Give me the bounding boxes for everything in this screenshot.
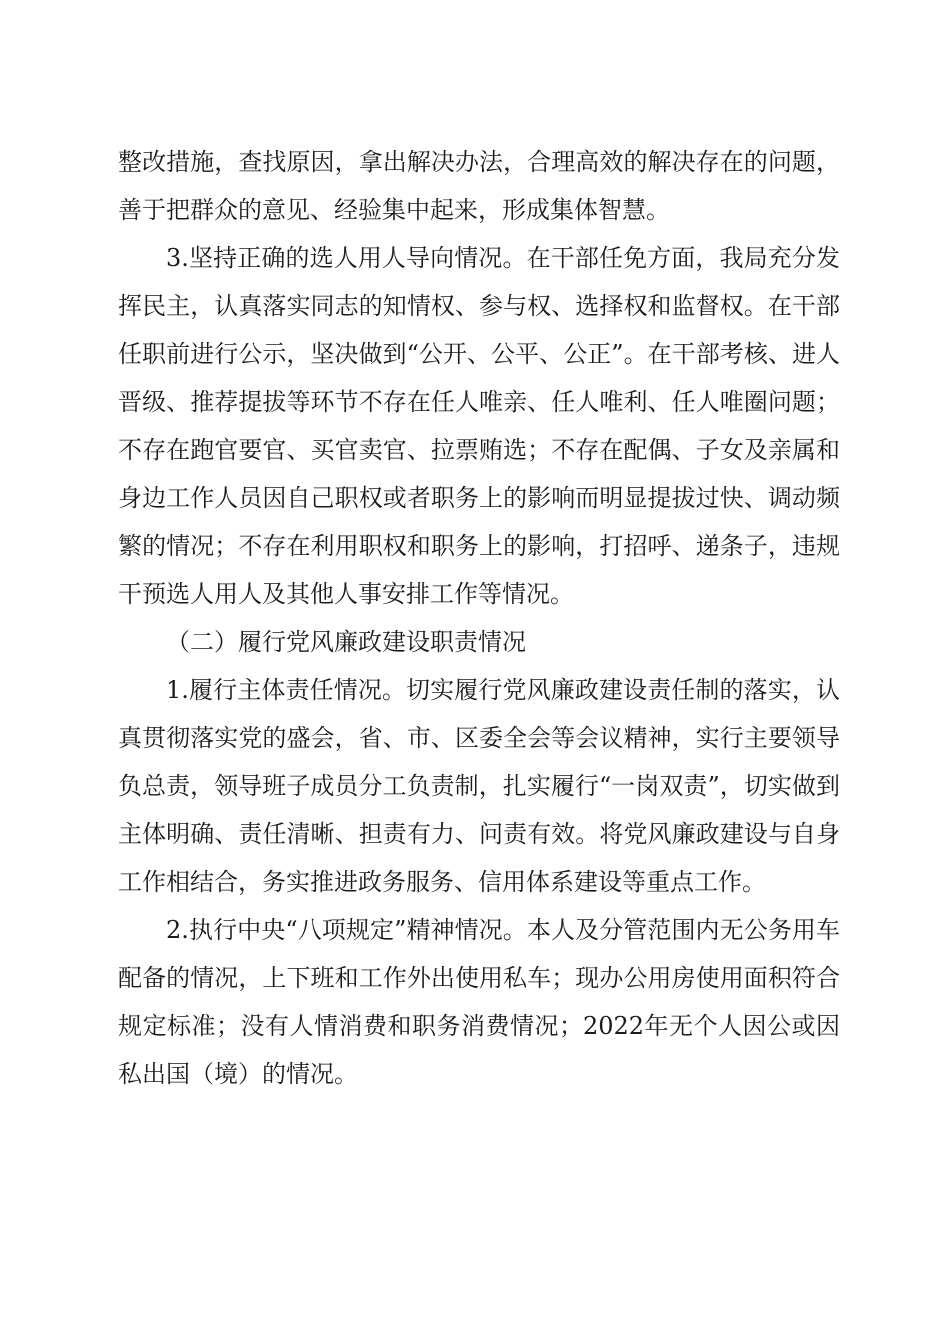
section-heading: （二）履行党风廉政建设职责情况 bbox=[166, 628, 526, 656]
paragraph-eight-rules: 2.执行中央“八项规定”精神情况。本人及分管范围内无公务用车配备的情况，上下班和工作外出使用私车；现办公用房使用面积符合规定标准；没有人情消费和职务消费情况；2022年无个人因公或因私出国（境）的情况。 bbox=[118, 916, 840, 1088]
paragraph-cadre-selection: 3.坚持正确的选人用人导向情况。在干部任免方面，我局充分发挥民主，认真落实同志的知情权、参与权、选择权和监督权。在干部任职前进行公示，坚决做到“公开、公平、公正”。在干部考核、进人晋级、推荐提拔等环节不存在任人唯亲、任人唯利、任人唯圈问题；不存在跑官要官、买官卖官、拉票贿选；不存在配偶、子女及亲属和身边工作人员因自己职权或者职务上的影响而明显提拔过快、调动频繁的情况；不存在利用职权和职务上的影响，打招呼、递条子，违规干预选人用人及其他人事安排工作等情况。 bbox=[118, 244, 840, 608]
document-page bbox=[118, 138, 840, 1098]
paragraph-continuation: 整改措施，查找原因，拿出解决办法，合理高效的解决存在的问题，善于把群众的意见、经验集中起来，形成集体智慧。 bbox=[118, 148, 840, 224]
paragraph-main-responsibility: 1.履行主体责任情况。切实履行党风廉政建设责任制的落实，认真贯彻落实党的盛会，省、市、区委全会等会议精神，实行主要领导负总责，领导班子成员分工负责制，扎实履行“一岗双责”，切实做到主体明确、责任清晰、担责有力、问责有效。将党风廉政建设与自身工作相结合，务实推进政务服务、信用体系建设等重点工作。 bbox=[118, 676, 840, 896]
